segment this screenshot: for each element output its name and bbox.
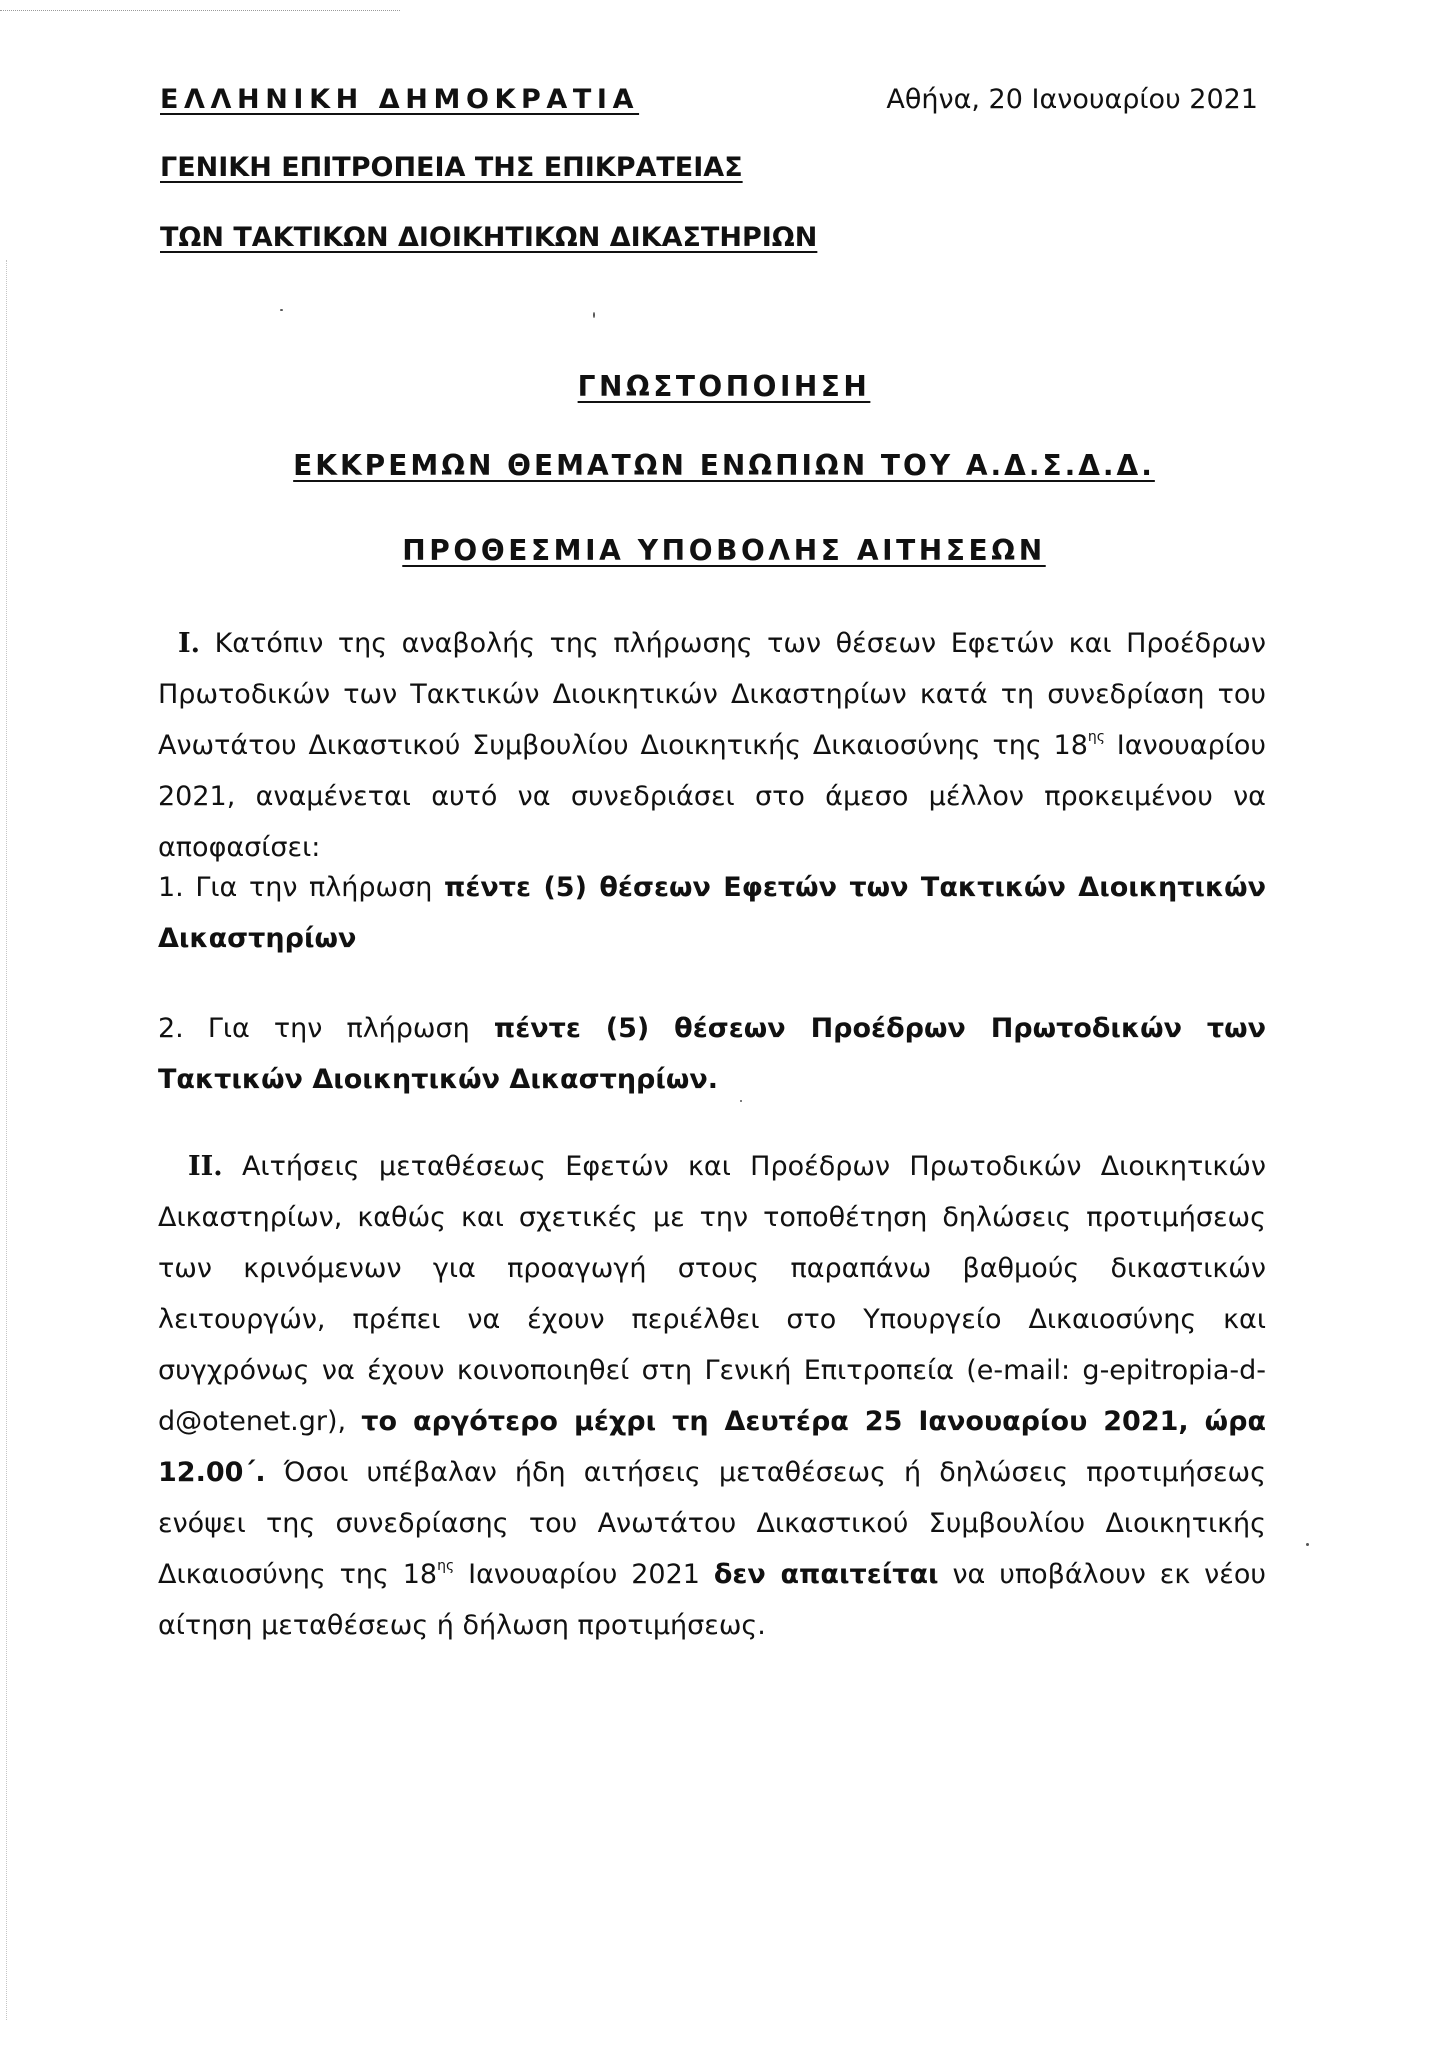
header-date: Αθήνα, 20 Ιανουαρίου 2021 (886, 84, 1258, 115)
scan-speck (593, 312, 595, 318)
section-1-number: I. (178, 628, 201, 659)
scan-left-edge (6, 260, 7, 2020)
scan-top-edge (0, 10, 400, 11)
header-republic: ΕΛΛΗΝΙΚΗ ΔΗΜΟΚΡΑΤΙΑ (160, 84, 640, 115)
title-deadline: ΠΡΟΘΕΣΜΙΑ ΥΠΟΒΟΛΗΣ ΑΙΤΗΣΕΩΝ (402, 534, 1046, 567)
header-courts: ΤΩΝ ΤΑΚΤΙΚΩΝ ΔΙΟΙΚΗΤΙΚΩΝ ΔΙΚΑΣΤΗΡΙΩΝ (160, 222, 818, 253)
section-2-number: II. (188, 1151, 223, 1182)
scan-speck (280, 309, 283, 311)
item-2: 2. Για την πλήρωση πέντε (5) θέσεων Προέδρων Πρωτοδικών των Τακτικών Διοικητικών Δικαστηρίων. (158, 1013, 1266, 1095)
item-1: 1. Για την πλήρωση πέντε (5) θέσεων Εφετών των Τακτικών Διοικητικών Δικαστηρίων (158, 872, 1266, 954)
section-2-paragraph: II. Αιτήσεις μεταθέσεως Εφετών και Προέδρων Πρωτοδικών Διοικητικών Δικαστηρίων, καθώς και σχετικές με την τοποθέτηση δηλώσεις προτιμήσεως των κρινόμενων για προαγωγή στους παραπάνω βαθμούς δικαστικών λειτουργών, πρέπει να έχουν περιέλθει στο Υπουργείο Δικαιοσύνης και συγχρόνως να έχουν κοινοποιηθεί στη Γενική Επιτροπεία (e-mail: g-epitropia-d-d@otenet.gr), το αργότερο μέχρι τη Δευτέρα 25 Ιανουαρίου 2021, ώρα 12.00΄. Όσοι υπέβαλαν ήδη αιτήσεις μεταθέσεως ή δηλώσεις προτιμήσεως ενόψει της συνεδρίασης του Ανωτάτου Δικαστικού Συμβουλίου Διοικητικής Δικαιοσύνης της $18^{\eta\varsigma}$ Ιανουαρίου 2021 δεν απαιτείται να υποβάλουν εκ νέου αίτηση μεταθέσεως ή δήλωση προτιμήσεως. (158, 1151, 1266, 1641)
header-commission: ΓΕΝΙΚΗ ΕΠΙΤΡΟΠΕΙΑ ΤΗΣ ΕΠΙΚΡΑΤΕΙΑΣ (160, 152, 743, 183)
section-1-paragraph: I. Κατόπιν της αναβολής της πλήρωσης των θέσεων Εφετών και Προέδρων Πρωτοδικών των Τακτικών Διοικητικών Δικαστηρίων κατά τη συνεδρίαση του Ανωτάτου Δικαστικού Συμβουλίου Διοικητικής Δικαιοσύνης της $18^{\eta\varsigma}$ Ιανουαρίου 2021, αναμένεται αυτό να συνεδριάσει στο άμεσο μέλλον προκειμένου να αποφασίσει: (158, 628, 1267, 863)
scan-speck (740, 1100, 742, 1102)
title-pending-matters: ΕΚΚΡΕΜΩΝ ΘΕΜΑΤΩΝ ΕΝΩΠΙΩΝ ΤΟΥ Α.Δ.Σ.Δ.Δ. (293, 449, 1155, 482)
scan-speck (1306, 1543, 1309, 1546)
title-notification: ΓΝΩΣΤΟΠΟΙΗΣΗ (577, 370, 871, 403)
